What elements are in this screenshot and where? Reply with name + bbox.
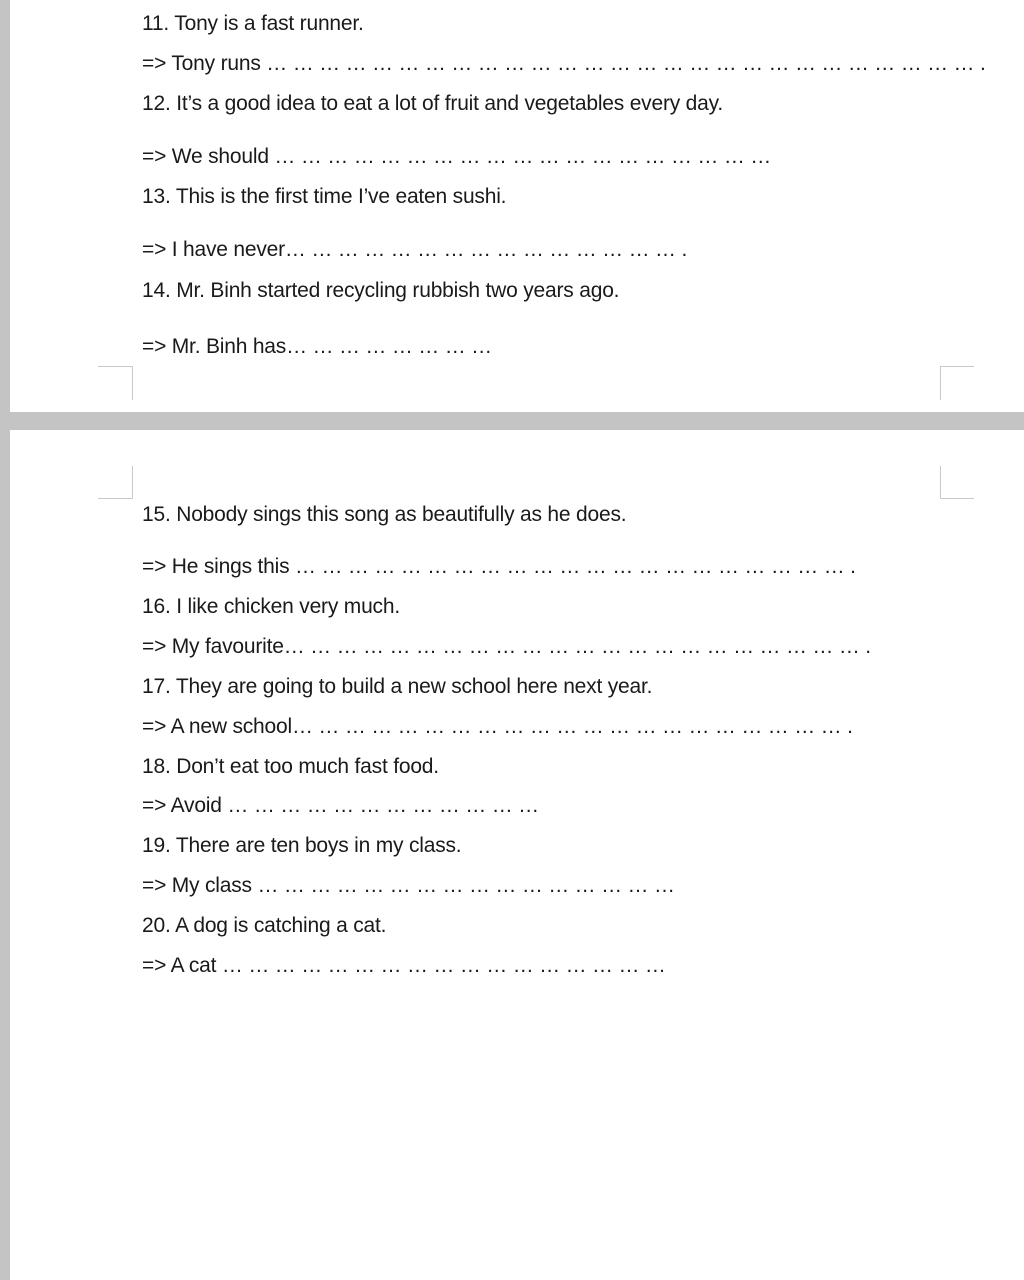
answer-14: => Mr. Binh has… … … … … … … … (142, 335, 492, 358)
answer-20: => A cat … … … … … … … … … … … … … … … … … (142, 954, 666, 977)
document-page-1 (10, 0, 1024, 412)
question-17: 17. They are going to build a new school here next year. (142, 675, 653, 698)
crop-mark (132, 366, 133, 400)
crop-mark (940, 466, 941, 498)
crop-mark (940, 366, 941, 400)
answer-19: => My class … … … … … … … … … … … … … … … … (142, 874, 675, 897)
crop-mark (98, 498, 133, 499)
crop-mark (940, 366, 974, 367)
question-20: 20. A dog is catching a cat. (142, 914, 387, 937)
question-18: 18. Don’t eat too much fast food. (142, 755, 439, 778)
question-16: 16. I like chicken very much. (142, 595, 400, 618)
answer-16: => My favourite… … … … … … … … … … … … … … … … … … … … … … . (142, 635, 871, 658)
question-19: 19. There are ten boys in my class. (142, 834, 462, 857)
question-12: 12. It’s a good idea to eat a lot of fruit and vegetables every day. (142, 92, 724, 115)
crop-mark (940, 498, 974, 499)
answer-13: => I have never… … … … … … … … … … … … … … … . (142, 238, 688, 261)
document-page-2 (10, 430, 1024, 1280)
crop-mark (98, 366, 132, 367)
answer-11: => Tony runs … … … … … … … … … … … … … … … … … … … … … … … … … … … . (142, 52, 986, 75)
answer-12: => We should … … … … … … … … … … … … … … … … … … … (142, 145, 772, 168)
question-14: 14. Mr. Binh started recycling rubbish two years ago. (142, 279, 620, 302)
question-13: 13. This is the first time I’ve eaten sushi. (142, 185, 507, 208)
answer-18: => Avoid … … … … … … … … … … … … (142, 794, 539, 817)
answer-15: => He sings this … … … … … … … … … … … … … … … … … … … … … . (142, 555, 856, 578)
answer-17: => A new school… … … … … … … … … … … … … … … … … … … … … . (142, 715, 853, 738)
question-11: 11. Tony is a fast runner. (142, 12, 364, 35)
question-15: 15. Nobody sings this song as beautifully as he does. (142, 503, 627, 526)
crop-mark (132, 466, 133, 498)
